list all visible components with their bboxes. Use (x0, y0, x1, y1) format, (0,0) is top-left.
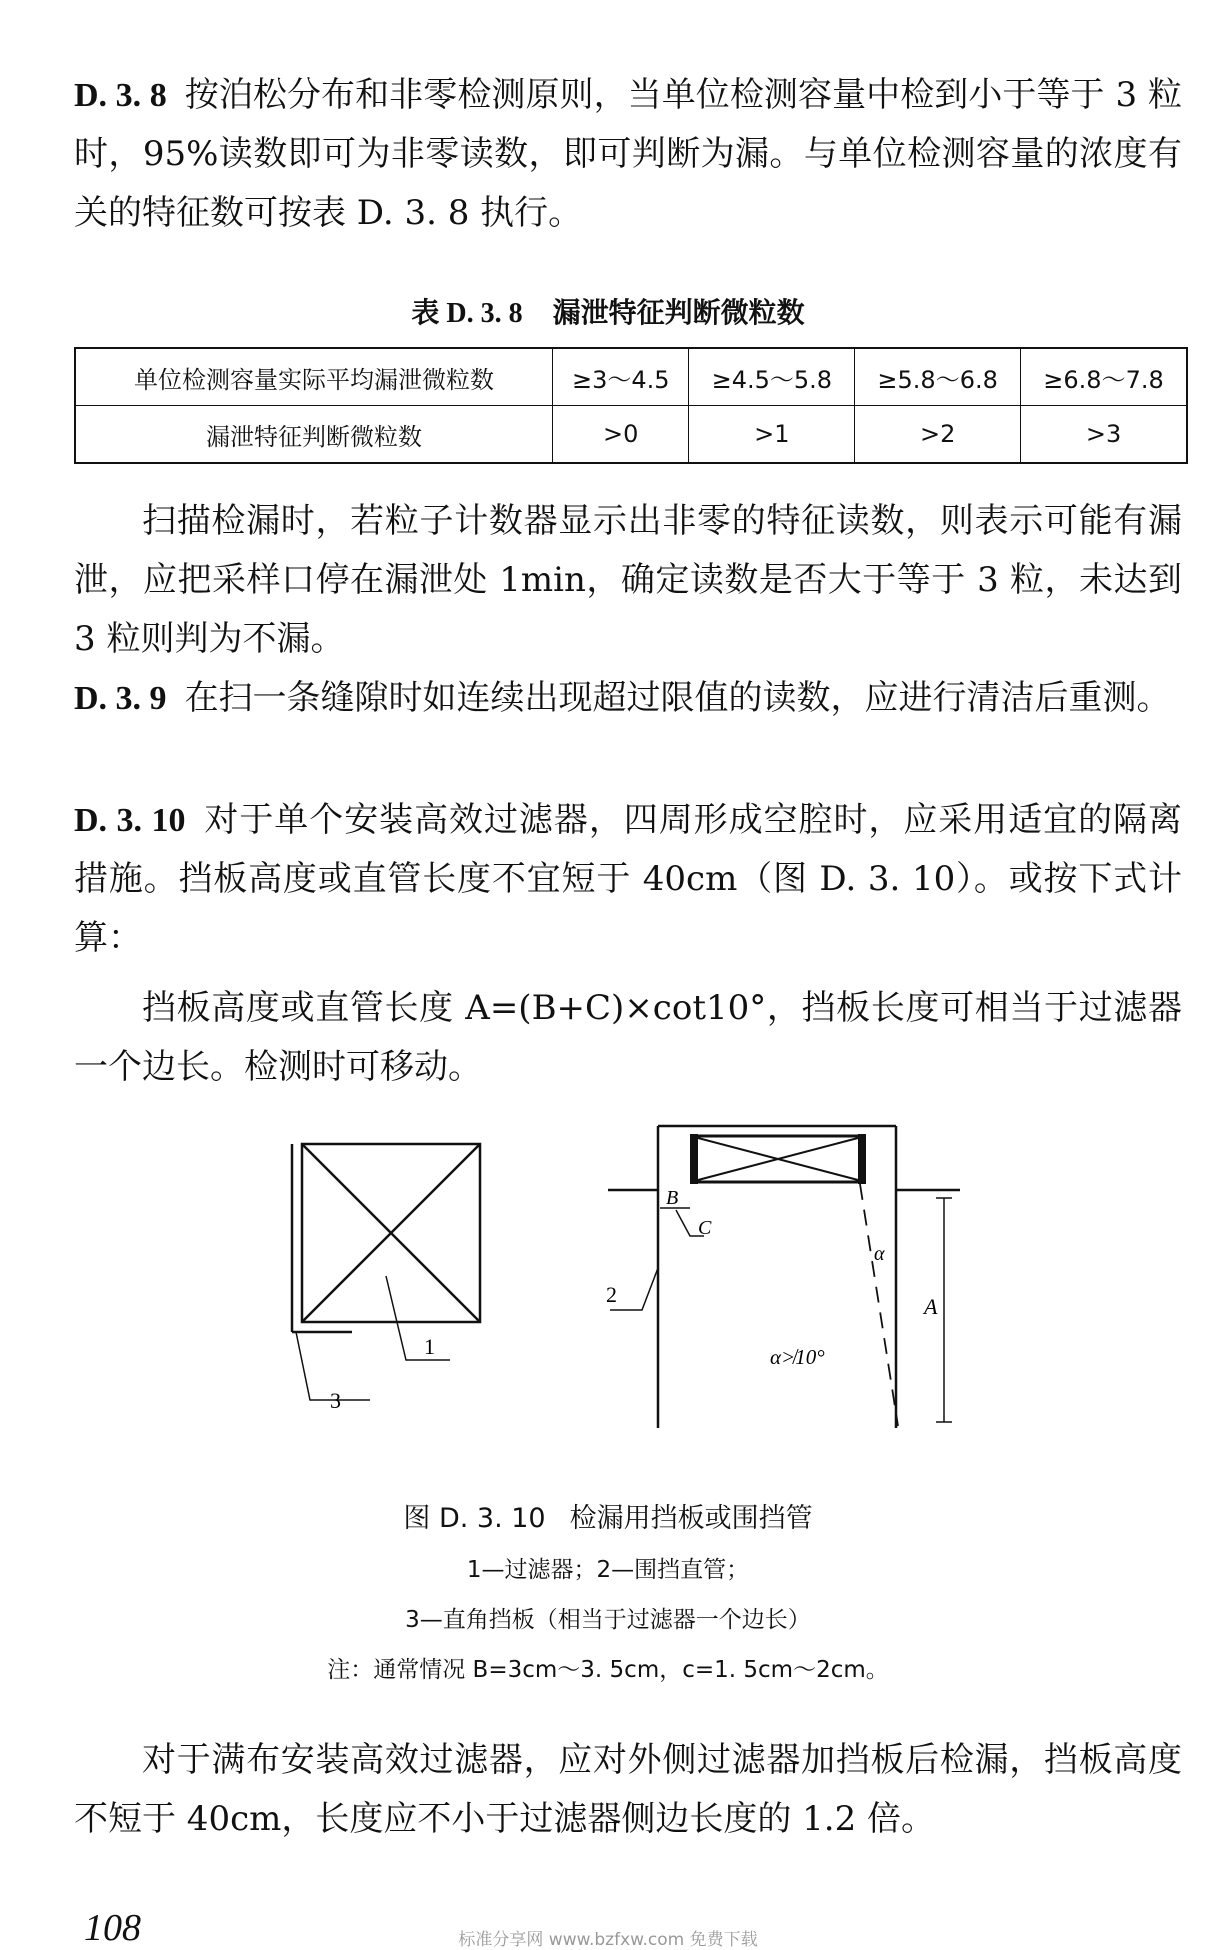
dimension-a (936, 1198, 952, 1422)
figure-caption (0, 1496, 1216, 1535)
label-filter: 1 (424, 1334, 435, 1359)
table-cell: ≥3～4.5 (553, 348, 689, 406)
label-a: A (924, 1294, 938, 1319)
section-text: 在扫一条缝隙时如连续出现超过限值的读数，应进行清洁后重测。 (184, 678, 1171, 718)
label-tube: 2 (606, 1282, 617, 1307)
table-cell: >1 (689, 406, 855, 464)
label-b: B (666, 1187, 679, 1209)
label-c: C (698, 1217, 712, 1239)
table-row (75, 406, 1187, 464)
section-d-3-8 (74, 66, 1182, 243)
section-d-3-9 (74, 669, 1182, 728)
table-cell: 单位检测容量实际平均漏泄微粒数 (75, 348, 553, 406)
label-alpha: α (874, 1243, 885, 1265)
table-cell: >3 (1021, 406, 1187, 464)
watermark: 标准分享网 www.bzfxw.com 免费下载 (458, 1930, 758, 1950)
page-number: 108 (84, 1907, 141, 1949)
table-cell: ≥4.5～5.8 (689, 348, 855, 406)
angle-lines (860, 1184, 898, 1426)
table-cell: ≥6.8～7.8 (1021, 348, 1187, 406)
section-text: 对于单个安装高效过滤器，四周形成空腔时，应采用适宜的隔离措施。挡板高度或直管长度不宜短于 40cm（图 D. 3. 10）。或按下式计算： (74, 800, 1182, 958)
leak-particle-table (74, 347, 1188, 464)
section-text: 按泊松分布和非零检测原则，当单位检测容量中检到小于等于 3 粒时，95%读数即可为非零读数，即可判断为漏。与单位检测容量的浓度有关的特征数可按表 D. 3. 8 执行。 (74, 75, 1182, 233)
figure-note: 注：通常情况 B=3cm～3. 5cm，c=1. 5cm～2cm。 (327, 1657, 889, 1683)
section-d-3-10 (74, 791, 1182, 968)
table-cell: ≥5.8～6.8 (855, 348, 1021, 406)
table-cell: >2 (855, 406, 1021, 464)
section-number: D. 3. 9 (74, 680, 167, 717)
figure-number: 图 D. 3. 10 (403, 1503, 546, 1534)
table-cell: >0 (553, 406, 689, 464)
table-row (75, 348, 1187, 406)
section-number: D. 3. 10 (74, 802, 186, 839)
filter-box (690, 1134, 866, 1184)
section-number: D. 3. 8 (74, 77, 167, 114)
table-caption (0, 291, 1216, 331)
scan-leak-paragraph: 扫描检漏时，若粒子计数器显示出非零的特征读数，则表示可能有漏泄，应把采样口停在漏泄处 1min，确定读数是否大于等于 3 粒，未达到 3 粒则判为不漏。 (74, 501, 1182, 659)
baffle-diagram (0, 1110, 1216, 1450)
table-cell: 漏泄特征判断微粒数 (75, 406, 553, 464)
full-install-paragraph: 对于满布安装高效过滤器，应对外侧过滤器加挡板后检漏，挡板高度不短于 40cm，长度应不小于过滤器侧边长度的 1.2 倍。 (74, 1740, 1182, 1839)
table-title: 漏泄特征判断微粒数 (552, 296, 805, 329)
figure-legend-line: 1—过滤器；2—围挡直管； (466, 1557, 750, 1583)
figure-title: 检漏用挡板或围挡管 (569, 1503, 813, 1534)
table-number: 表 D. 3. 8 (411, 298, 523, 329)
label-baffle: 3 (330, 1388, 341, 1413)
label-alpha-condition: α≯10° (770, 1345, 825, 1369)
formula-paragraph: 挡板高度或直管长度 A=(B+C)×cot10°，挡板长度可相当于过滤器一个边长。检测时可移动。 (74, 988, 1182, 1087)
figure-legend-line: 3—直角挡板（相当于过滤器一个边长） (405, 1607, 811, 1633)
